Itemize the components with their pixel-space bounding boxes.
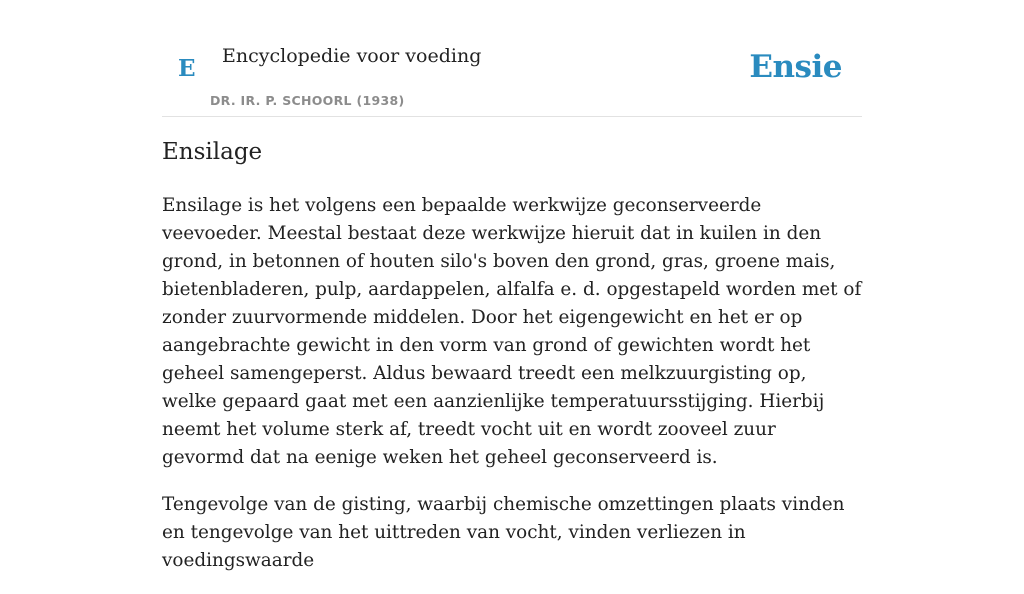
book-author: DR. IR. P. SCHOORL (1938) <box>210 93 405 108</box>
entry-title: Ensilage <box>162 139 263 165</box>
entry-paragraph: Ensilage is het volgens een bepaalde werkwijze geconserveerde veevoeder. Meestal bestaat deze werkwijze hieruit dat in kuilen in den grond, in betonnen of houten silo's boven den grond, gras, groene mais, bietenbladeren, pulp, aardappelen, alfalfa e. d. opgestapeld worden met of zonder zuurvormende middelen. Door het eigengewicht en het er op aangebrachte gewicht in den vorm van grond of gewichten wordt het geheel samengeperst. Aldus bewaard treedt een melkzuurgisting op, welke gepaard gaat met een aanzienlijke temperatuursstijging. Hierbij neemt het volume sterk af, treedt vocht uit en wordt zooveel zuur gevormd dat na eenige weken het geheel geconserveerd is. <box>162 195 862 468</box>
book-icon[interactable]: E <box>178 55 196 82</box>
header <box>162 0 862 117</box>
entry-body <box>162 192 862 594</box>
entry-paragraph: Tengevolge van de gisting, waarbij chemische omzettingen plaats vinden en tengevolge van het uittreden van vocht, vinden verliezen in voedingswaarde <box>162 494 845 571</box>
brand-logo[interactable]: Ensie <box>749 49 842 85</box>
book-title-link[interactable]: Encyclopedie voor voeding <box>222 45 482 67</box>
